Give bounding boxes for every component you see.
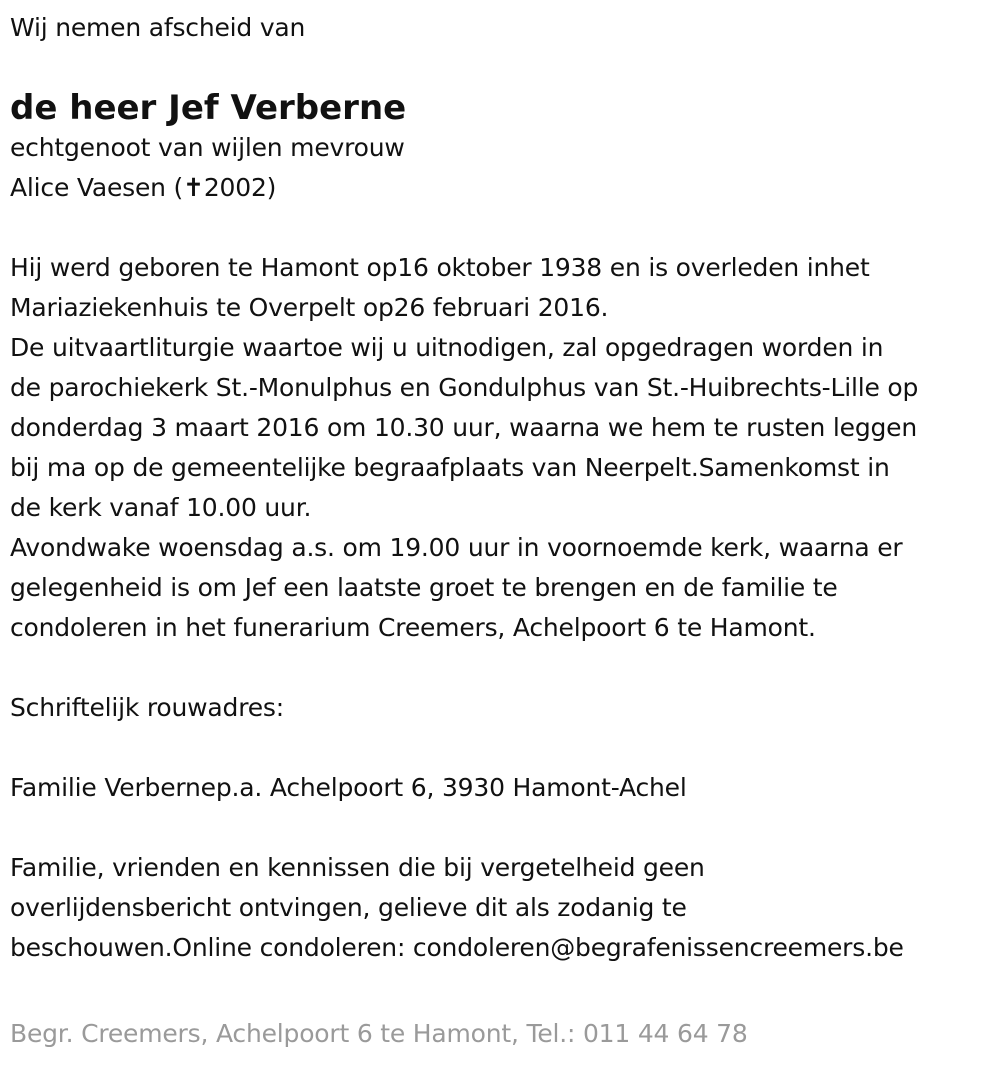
body-line: De uitvaartliturgie waartoe wij u uitnodigen, zal opgedragen worden in (10, 333, 884, 362)
spacer (10, 648, 995, 688)
spacer (10, 728, 995, 768)
closing-text (10, 848, 995, 968)
mourning-address: Familie Verbernep.a. Achelpoort 6, 3930 Hamont-Achel (10, 773, 687, 802)
body-line: de parochiekerk St.-Monulphus en Gondulphus van St.-Huibrechts-Lille op (10, 373, 919, 402)
closing-line: Familie, vrienden en kennissen die bij vergetelheid geen (10, 853, 705, 882)
body-line: Mariaziekenhuis te Overpelt op26 februari 2016. (10, 293, 609, 322)
deceased-name: de heer Jef Verberne (10, 88, 407, 128)
spouse-line-2: Alice Vaesen (✝2002) (10, 173, 277, 202)
body-line: gelegenheid is om Jef een laatste groet te brengen en de familie te (10, 573, 838, 602)
body-line: Hij werd geboren te Hamont op16 oktober 1938 en is overleden inhet (10, 253, 870, 282)
body-line: bij ma op de gemeentelijke begraafplaats van Neerpelt.Samenkomst in (10, 453, 890, 482)
body-line: de kerk vanaf 10.00 uur. (10, 493, 312, 522)
address-label: Schriftelijk rouwadres: (10, 693, 284, 722)
spouse-line-1: echtgenoot van wijlen mevrouw (10, 133, 405, 162)
body-line: Avondwake woensdag a.s. om 19.00 uur in voornoemde kerk, waarna er (10, 533, 903, 562)
spacer (10, 208, 995, 248)
spacer (10, 808, 995, 848)
body-text (10, 248, 995, 648)
body-line: donderdag 3 maart 2016 om 10.30 uur, waarna we hem te rusten leggen (10, 413, 917, 442)
obituary-notice (10, 8, 995, 968)
body-line: condoleren in het funerarium Creemers, Achelpoort 6 te Hamont. (10, 613, 816, 642)
intro-text: Wij nemen afscheid van (10, 13, 306, 42)
closing-line: overlijdensbericht ontvingen, gelieve dit als zodanig te (10, 893, 687, 922)
funeral-home-footer: Begr. Creemers, Achelpoort 6 te Hamont, Tel.: 011 44 64 78 (10, 1019, 748, 1048)
closing-line: beschouwen.Online condoleren: condoleren@begrafenissencreemers.be (10, 933, 904, 962)
